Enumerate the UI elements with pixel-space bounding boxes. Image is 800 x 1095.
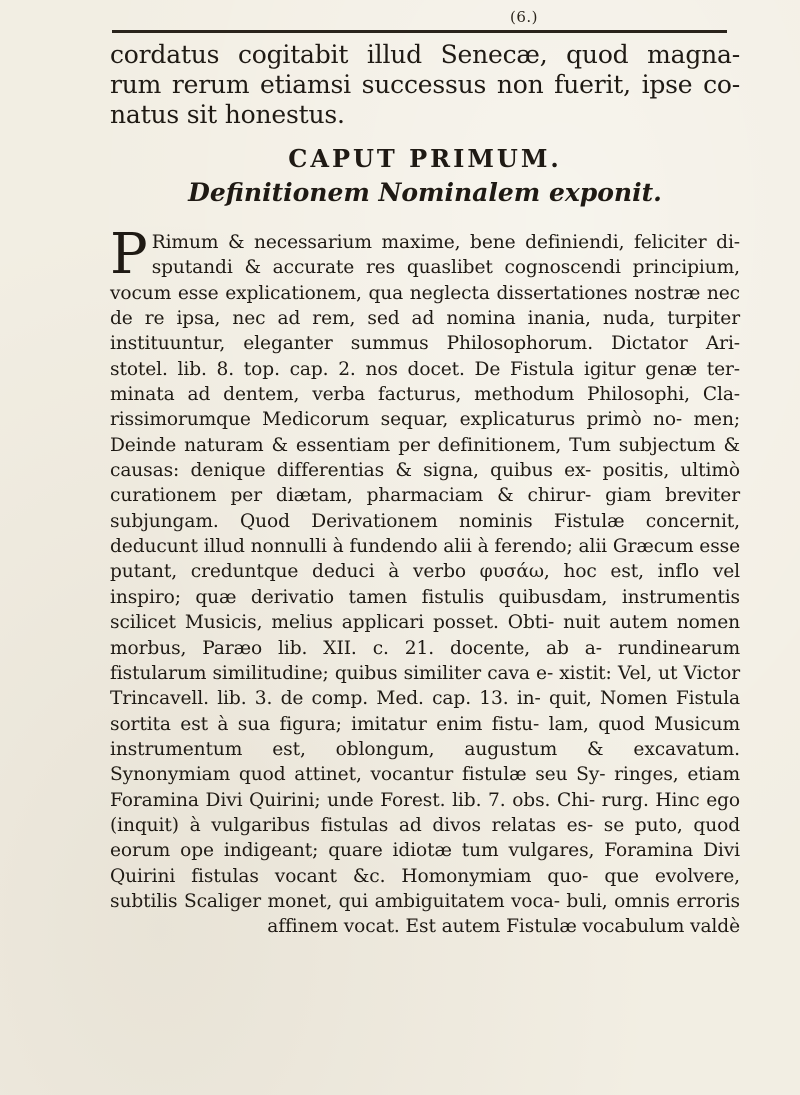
drop-cap-letter: P: [110, 222, 148, 287]
chapter-subtitle: Definitionem Nominalem exponit.: [188, 178, 662, 207]
page-folio: (6.): [510, 8, 539, 26]
body-paragraph: [110, 222, 740, 940]
body-text: Rimum & necessarium maxime, bene definiendi, feliciter di- sputandi & accurate res quaslibet cognoscendi principium, vocum esse explicationem, qua neglecta dissertationes nostræ nec de re ipsa, nec ad rem, sed ad nomina inania, nuda, turpiter instituuntur, eleganter summus Philosophorum. Dictator Ari- stotel. lib. 8. top. cap. 2. nos docet. De Fistula igitur genæ ter- minata ad dentem, verba facturus, methodum Philosophi, Cla- rissimorumque Medicorum sequar, explicaturus primò no- men; Deinde naturam & essentiam per definitionem, Tum subjectum & causas: denique differentias & signa, quibus ex- positis, ultimò curationem per diætam, pharmaciam & chirur- giam breviter subjungam. Quod Derivationem nominis Fistulæ concernit, deducunt illud nonnulli à fundendo alii à ferendo; alii Græcum esse putant, creduntque deduci à verbo φυσάω, hoc est, inflo vel inspiro; quæ derivatio tamen fistulis quibusdam, instrumentis scilicet Musicis, melius applicari posset. Obti- nuit autem nomen morbus, Paræo lib. XII. c. 21. docente, ab a- rundinearum fistularum similitudine; quibus similiter cava e- xistit: Vel, ut Victor Trincavell. lib. 3. de comp. Med. cap. 13. in- quit, Nomen Fistula sortita est à sua figura; imitatur enim fistu- lam, quod Musicum instrumentum est, oblongum, augustum & excavatum. Synonymiam quod attinet, vocantur fistulæ seu Sy- ringes, etiam Foramina Divi Quirini; unde Forest. lib. 7. obs. Chi- rurg. Hinc ego (inquit) à vulgaribus fistulas ad divos relatas es- se puto, quod eorum ope indigeant; quare idiotæ tum vulgares, Foramina Divi Quirini fistulas vocant &c. Homonymiam quo- que evolvere, subtilis Scaliger monet, qui ambiguitatem voca- buli, omnis erroris affinem vocat. Est autem Fistulæ vocabulum valdè: [110, 232, 740, 938]
text-block: [110, 40, 740, 940]
header-rule: [112, 30, 727, 33]
intro-paragraph: cordatus cogitabit illud Senecæ, quod magna- rum rerum etiamsi successus non fuerit, ipse co- natus sit honestus.: [110, 40, 740, 129]
chapter-heading: CAPUT PRIMUM.: [288, 144, 562, 173]
